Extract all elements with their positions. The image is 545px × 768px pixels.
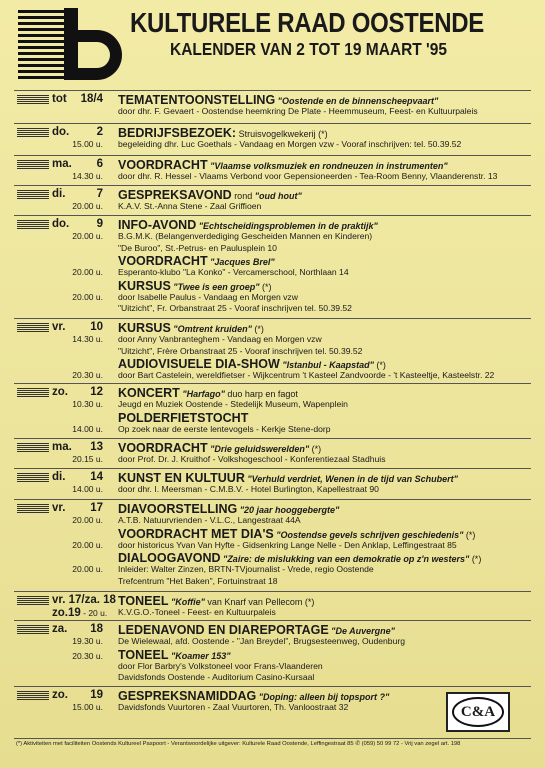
event-marker-bar bbox=[17, 473, 49, 482]
event-detail: Inleider: Walter Zinzen, BRTN-TVjournalist - Vrede, regio Oostende bbox=[118, 564, 374, 574]
event-day-secondary: zo.19 - 20 u. bbox=[52, 607, 108, 619]
event-title: TONEEL "Koffie" van Knarf van Pellecom (*) bbox=[118, 594, 315, 608]
event-title: AUDIOVISUELE DIA-SHOW "Istanbul - Kaapstad" (*) bbox=[118, 357, 386, 371]
event-day: ma. bbox=[52, 441, 72, 453]
event-title: DIAVOORSTELLING "20 jaar hooggebergte" bbox=[118, 502, 340, 516]
event-day: do. bbox=[52, 126, 70, 138]
event-day: do. bbox=[52, 218, 70, 230]
event-marker-bar bbox=[17, 388, 49, 397]
event-title: TEMATENTOONSTELLING "Oostende en de binnenscheepvaart" bbox=[118, 93, 439, 107]
event-divider bbox=[14, 383, 531, 384]
event-detail: K.V.G.O.-Toneel - Feest- en Kultuurpaleis bbox=[118, 607, 276, 617]
event-date: 18 bbox=[90, 623, 103, 635]
event-title: GESPREKSAVOND rond "oud hout" bbox=[118, 188, 302, 202]
ca-sponsor-logo: C&A bbox=[446, 692, 510, 732]
event-detail: begeleiding dhr. Luc Goethals - Vandaag en Morgen vzw - Vooraf inschrijven: tel. 50.39.52 bbox=[118, 139, 462, 149]
event-title: TONEEL "Koamer 153" bbox=[118, 647, 231, 662]
event-title: VOORDRACHT MET DIA'S "Oostendse gevels schrijven geschiedenis" (*) bbox=[118, 526, 476, 541]
event-detail: A.T.B. Natuurvrienden - V.L.C., Langestraat 44A bbox=[118, 515, 301, 525]
event-marker-bar bbox=[17, 220, 49, 229]
event-time: 20.00 u. bbox=[72, 231, 103, 241]
event-title: GESPREKSNAMIDDAG "Doping: alleen bij topsport ?" bbox=[118, 689, 390, 703]
event-marker-bar bbox=[17, 323, 49, 332]
event-detail: De Wielewaal, afd. Oostende - "Jan Breydel", Brugsesteenweg, Oudenburg bbox=[118, 636, 405, 646]
event-divider bbox=[14, 468, 531, 469]
event-detail: Trefcentrum "Het Baken", Fortuinstraat 18 bbox=[118, 575, 278, 586]
event-detail: K.A.V. St.-Anna Stene - Zaal Griffioen bbox=[118, 201, 262, 211]
event-day: vr. bbox=[52, 502, 66, 514]
event-detail: door dhr. R. Hessel - Vlaams Verbond voor Gepensioneerden - Tea-Room Benny, Vlaanderenstr. 13 bbox=[118, 171, 498, 181]
event-marker-bar bbox=[17, 504, 49, 513]
event-day: tot bbox=[52, 93, 67, 105]
event-day: ma. bbox=[52, 158, 72, 170]
event-date: 7 bbox=[96, 188, 103, 200]
event-day: zo. bbox=[52, 689, 68, 701]
event-detail: door Prof. Dr. J. Kruithof - Volkshogeschool - Konferentiezaal Stadhuis bbox=[118, 454, 386, 464]
event-divider bbox=[14, 123, 531, 124]
event-time: 20.15 u. bbox=[72, 454, 103, 464]
event-detail: Davidsfonds Vuurtoren - Zaal Vuurtoren, Th. Vanloostraat 32 bbox=[118, 702, 349, 712]
event-divider bbox=[14, 686, 531, 687]
event-marker-bar bbox=[17, 691, 49, 700]
event-detail: door Flor Barbry's Volkstoneel voor Frans-Vlaanderen bbox=[118, 660, 323, 671]
event-detail: door Anny Vanbranteghem - Vandaag en Morgen vzw bbox=[118, 334, 322, 344]
event-day: di. bbox=[52, 188, 66, 200]
event-date: 12 bbox=[90, 386, 103, 398]
event-date: 14 bbox=[90, 471, 103, 483]
event-day: vr. 17/za. 18 bbox=[52, 594, 116, 606]
event-date: 17 bbox=[90, 502, 103, 514]
event-detail: door dhr. I. Meersman - C.M.B.V. - Hotel Burlington, Kapellestraat 90 bbox=[118, 484, 379, 494]
event-title: INFO-AVOND "Echtscheidingsproblemen in de praktijk" bbox=[118, 218, 378, 232]
page-subtitle: KALENDER VAN 2 TOT 19 MAART '95 bbox=[170, 40, 447, 60]
event-date: 10 bbox=[90, 321, 103, 333]
event-marker-bar bbox=[17, 625, 49, 634]
event-time: 19.30 u. bbox=[72, 636, 103, 646]
event-detail: door Isabelle Paulus - Vandaag en Morgen vzw bbox=[118, 291, 298, 302]
event-date: 13 bbox=[90, 441, 103, 453]
event-day: za. bbox=[52, 623, 68, 635]
event-detail: Op zoek naar de eerste lentevogels - Kerkje Stene-dorp bbox=[118, 423, 331, 434]
event-divider bbox=[14, 155, 531, 156]
event-divider bbox=[14, 591, 531, 592]
event-detail: "Uitzicht", Frère Orbanstraat 25 - Vooraf inschrijven tel. 50.39.52 bbox=[118, 345, 363, 356]
event-detail: "De Buroo", St.-Petrus- en Paulusplein 10 bbox=[118, 242, 277, 253]
event-date: 2 bbox=[96, 126, 103, 138]
event-marker-bar bbox=[17, 95, 49, 104]
event-time: 20.30 u. bbox=[72, 650, 103, 661]
footer-rule bbox=[14, 738, 531, 739]
event-title: BEDRIJFSBEZOEK: Struisvogelkwekerij (*) bbox=[118, 126, 328, 140]
event-divider bbox=[14, 438, 531, 439]
event-detail: Jeugd en Muziek Oostende - Stedelijk Museum, Wapenplein bbox=[118, 399, 348, 409]
event-date: 18/4 bbox=[80, 93, 103, 105]
event-time: 14.00 u. bbox=[72, 423, 103, 434]
event-time: 20.00 u. bbox=[72, 201, 103, 211]
event-title: VOORDRACHT "Vlaamse volksmuziek en rondneuzen in instrumenten" bbox=[118, 158, 448, 172]
event-marker-bar bbox=[17, 128, 49, 137]
event-title: KURSUS "Omtrent kruiden" (*) bbox=[118, 321, 264, 335]
event-divider bbox=[14, 215, 531, 216]
event-date: 9 bbox=[96, 218, 103, 230]
event-divider bbox=[14, 185, 531, 186]
event-time: 10.30 u. bbox=[72, 399, 103, 409]
event-title: KONCERT "Harfago" duo harp en fagot bbox=[118, 386, 298, 400]
event-time: 20.00 u. bbox=[72, 515, 103, 525]
event-time: 20.00 u. bbox=[72, 539, 103, 550]
event-title: VOORDRACHT "Jacques Brel" bbox=[118, 254, 275, 268]
event-marker-bar bbox=[17, 596, 49, 605]
page-title: KULTURELE RAAD OOSTENDE bbox=[130, 8, 484, 40]
event-detail: Davidsfonds Oostende - Auditorium Casino-Kursaal bbox=[118, 672, 315, 682]
event-detail: door historicus Yvan Van Hyfte - Gidsenkring Lange Nelle - Den Anklap, Leffingestraat 85 bbox=[118, 539, 457, 550]
event-time: 20.30 u. bbox=[72, 370, 103, 380]
event-date: 6 bbox=[96, 158, 103, 170]
event-time: 20.00 u. bbox=[72, 564, 103, 574]
kro-logo bbox=[18, 8, 122, 80]
event-time: 20.00 u. bbox=[72, 267, 103, 277]
event-divider bbox=[14, 90, 531, 91]
event-time: 15.00 u. bbox=[72, 139, 103, 149]
event-title: KURSUS "Twee is een groep" (*) bbox=[118, 278, 272, 293]
event-marker-bar bbox=[17, 190, 49, 199]
event-title: LEDENAVOND EN DIAREPORTAGE "De Auvergne" bbox=[118, 623, 395, 637]
event-time: 15.00 u. bbox=[72, 702, 103, 712]
event-detail: B.G.M.K. (Belangenverdediging Gescheiden Mannen en Kinderen) bbox=[118, 231, 373, 241]
event-detail: door Bart Castelein, wereldfietser - Wijkcentrum 't Kasteel Zandvoorde - 't Kasteeltje, Kasteelstr. 22 bbox=[118, 370, 495, 380]
event-title: POLDERFIETSTOCHT bbox=[118, 410, 249, 425]
event-divider bbox=[14, 499, 531, 500]
footnote: (*) Aktiviteiten met faciliteiten Oostends Kultureel Paspoort - Verantwoordelijke uitgever: Kulturele Raad Oostende, Leffingestraat 85 ✆ (059) 50 99 72 - Vrij van zegel art. 198 bbox=[16, 741, 461, 747]
event-day: di. bbox=[52, 471, 66, 483]
event-time: 14.30 u. bbox=[72, 334, 103, 344]
event-detail: "Uitzicht", Fr. Orbanstraat 25 - Vooraf inschrijven tel. 50.39.52 bbox=[118, 303, 352, 313]
event-detail: Esperanto-klubo "La Konko" - Vercamerschool, Northlaan 14 bbox=[118, 267, 349, 277]
event-detail: door dhr. F. Gevaert - Oostendse heemkring De Plate - Heemmuseum, Feest- en Kultuurpaleis bbox=[118, 106, 478, 116]
event-date: 19 bbox=[90, 689, 103, 701]
event-time: 14.00 u. bbox=[72, 484, 103, 494]
event-title: DIALOOGAVOND "Zaire: de mislukking van een demokratie op z'n westers" (*) bbox=[118, 551, 482, 565]
event-time: 14.30 u. bbox=[72, 171, 103, 181]
event-title: KUNST EN KULTUUR "Verhuld verdriet, Wenen in de tijd van Schubert" bbox=[118, 471, 458, 485]
event-title: VOORDRACHT "Drie geluidswerelden" (*) bbox=[118, 441, 322, 455]
event-marker-bar bbox=[17, 443, 49, 452]
event-day: vr. bbox=[52, 321, 66, 333]
event-time: 20.00 u. bbox=[72, 291, 103, 302]
event-divider bbox=[14, 318, 531, 319]
event-day: zo. bbox=[52, 386, 68, 398]
event-divider bbox=[14, 620, 531, 621]
event-marker-bar bbox=[17, 160, 49, 169]
